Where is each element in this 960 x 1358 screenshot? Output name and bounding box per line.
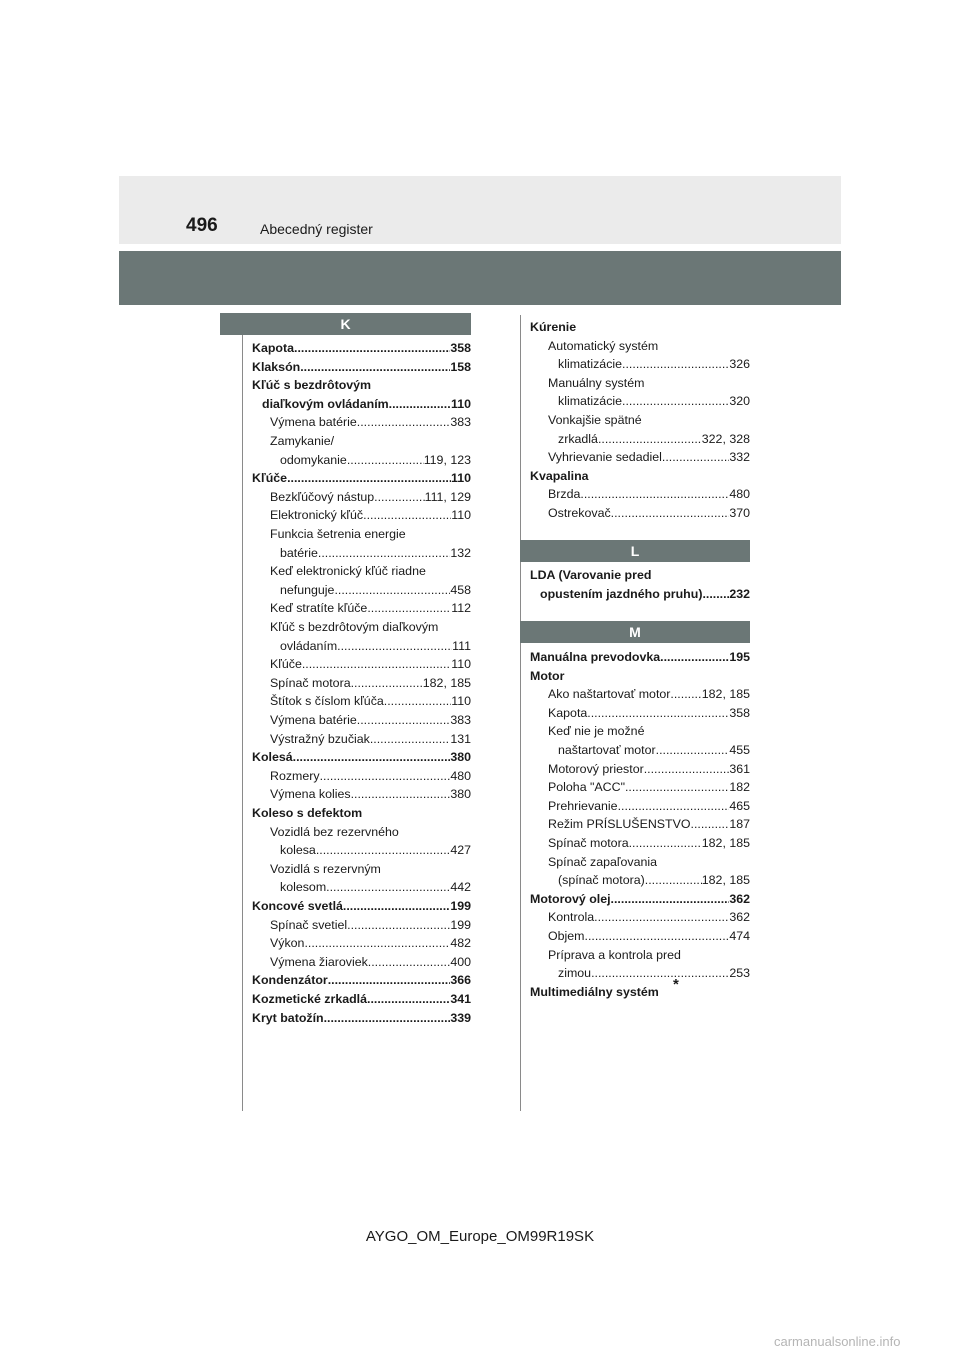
entry-text: Kontrola: [548, 910, 595, 925]
leader-dots: [587, 704, 729, 723]
entry-text: naštartovať motor: [558, 743, 656, 757]
page-reference: 362: [729, 910, 750, 925]
page-reference: 110: [451, 657, 471, 672]
index-subentry: [270, 488, 471, 507]
page-reference: 182, 185: [701, 836, 750, 850]
page-reference: 111, 129: [424, 489, 471, 504]
page-reference: 326: [729, 357, 750, 372]
leader-dots: [363, 506, 451, 525]
leader-dots: [300, 358, 450, 377]
index-subentry: [558, 964, 750, 983]
leader-dots: [622, 392, 729, 411]
entry-text: zrkadlá: [558, 431, 598, 446]
entry-text: Rozmery: [270, 768, 320, 783]
index-subentry: [280, 544, 471, 563]
leader-dots: [357, 711, 451, 730]
asterisk-icon: *: [673, 975, 679, 993]
entry-text: Spínač zapaľovania: [548, 854, 658, 869]
index-entry: [252, 339, 471, 358]
entry-text: Spínač svetiel: [270, 917, 348, 932]
page-reference: 158: [450, 359, 471, 374]
leader-dots: [644, 760, 730, 779]
entry-text: LDA (Varovanie pred: [530, 568, 652, 582]
page-reference: 132: [450, 545, 471, 560]
leader-dots: [294, 339, 450, 358]
entry-text: Poloha "ACC": [548, 780, 625, 795]
index-subentry: [548, 834, 750, 853]
leader-dots: [316, 841, 450, 860]
entry-text: Ostrekovač: [548, 506, 611, 520]
page-reference: 455: [729, 743, 750, 757]
entry-text: Výmena kolies: [270, 787, 351, 802]
index-subentry: [280, 841, 471, 860]
index-subentry: [548, 704, 750, 723]
page-reference: 320: [729, 394, 750, 409]
entry-text: Spínač motora: [270, 675, 351, 690]
index-entry: [252, 376, 471, 395]
entry-text: Keď nie je možné: [548, 724, 645, 739]
leader-dots: [374, 488, 424, 507]
index-entry: [530, 566, 750, 585]
entry-text: Spínač motora: [548, 836, 629, 850]
entry-text: kolesa: [280, 843, 316, 858]
leader-dots: [347, 451, 424, 470]
section-letter-m: M: [520, 621, 750, 643]
center-column-divider: [520, 315, 521, 1111]
entry-text: Režim PRÍSLUŠENSTVO: [548, 817, 691, 832]
entry-text: klimatizácie: [558, 394, 623, 409]
leader-dots: [367, 599, 451, 618]
index-subentry: [280, 637, 471, 656]
index-entry: [530, 318, 750, 337]
entry-text: Kapota: [548, 705, 588, 720]
entry-text: Výkon: [270, 936, 305, 951]
section-band: [119, 251, 841, 305]
leader-dots: [691, 815, 730, 834]
entry-text: odomykanie: [280, 452, 347, 467]
page-reference: 480: [729, 487, 750, 502]
leader-dots: [334, 581, 450, 600]
index-subentry: [558, 741, 750, 760]
entry-text: Bezkľúčový nástup: [270, 489, 375, 504]
index-subentry: [548, 685, 750, 704]
page-reference: 322, 328: [701, 431, 750, 446]
page-reference: 474: [729, 929, 750, 943]
index-subentry: [270, 413, 471, 432]
entry-text: Zamykanie/: [270, 434, 335, 448]
entry-text: zimou: [558, 966, 592, 981]
page-reference: 380: [450, 750, 471, 765]
page-reference: 358: [729, 705, 750, 720]
index-entry: [530, 890, 750, 909]
leader-dots: [389, 395, 451, 414]
index-subentry: [270, 432, 471, 451]
entry-text: Objem: [548, 929, 585, 943]
page-reference: 366: [450, 973, 471, 988]
entry-text: Koncové svetlá: [252, 899, 343, 913]
index-subentry: [548, 908, 750, 927]
index-subentry: [548, 853, 750, 872]
index-subentry: [270, 730, 471, 749]
leader-dots: [326, 878, 450, 897]
entry-text: Keď stratíte kľúče: [270, 601, 368, 616]
leader-dots: [645, 871, 702, 890]
index-entry: [252, 358, 471, 377]
index-subentry: [548, 722, 750, 741]
leader-dots: [660, 648, 729, 667]
page-reference: 112: [451, 601, 471, 616]
leader-dots: [656, 741, 730, 760]
watermark: carmanualsonline.info: [774, 1334, 901, 1349]
section-letter-l: L: [520, 540, 750, 562]
index-subentry: [558, 355, 750, 374]
leader-dots: [622, 355, 729, 374]
page-reference: 110: [451, 508, 471, 523]
entry-text: Vozidlá s rezervným: [270, 861, 381, 876]
leader-dots: [324, 1009, 451, 1028]
page-reference: 111: [452, 638, 471, 653]
index-entry: [252, 897, 471, 916]
page-reference: 380: [450, 787, 471, 802]
index-subentry: [558, 430, 750, 449]
index-entry: [252, 804, 471, 823]
page-reference: 187: [729, 817, 750, 832]
leader-dots: [287, 469, 451, 488]
entry-text: Funkcia šetrenia energie: [270, 527, 406, 541]
page-reference: 110: [451, 471, 471, 486]
entry-text: Motorový olej: [530, 891, 611, 906]
leader-dots: [302, 655, 451, 674]
page-reference: 341: [450, 992, 471, 1006]
page-reference: 182, 185: [422, 675, 471, 690]
entry-text: Elektronický kľúč: [270, 508, 364, 523]
index-entry: [252, 748, 471, 767]
index-subentry: [270, 916, 471, 935]
page-reference: 442: [450, 880, 471, 895]
leader-dots: [598, 430, 702, 449]
leader-dots: [293, 748, 451, 767]
page-reference: 199: [450, 899, 471, 913]
leader-dots: [629, 834, 702, 853]
entry-text: Kľúč s bezdrôtovým: [252, 378, 372, 393]
entry-text: Kľúče: [252, 471, 288, 486]
index-subentry: [548, 374, 750, 393]
leader-dots: [370, 730, 450, 749]
page-reference: 182, 185: [701, 687, 750, 702]
index-subentry: [548, 411, 750, 430]
left-column-divider: [242, 335, 243, 1111]
page-reference: 253: [729, 966, 750, 981]
leader-dots: [594, 908, 729, 927]
index-subentry: [270, 767, 471, 786]
index-subentry: [548, 797, 750, 816]
index-entry: [252, 1009, 471, 1028]
page-reference: 110: [451, 694, 471, 709]
index-entry: [540, 585, 750, 604]
index-subentry: [548, 760, 750, 779]
index-subentry: [270, 655, 471, 674]
entry-text: Manuálny systém: [548, 375, 645, 390]
entry-text: Kvapalina: [530, 468, 589, 483]
entry-text: ovládaním: [280, 638, 338, 653]
entry-text: Ako naštartovať motor: [548, 687, 671, 702]
entry-text: Štítok s číslom kľúča: [270, 694, 384, 709]
page-reference: 383: [450, 713, 471, 727]
index-subentry: [280, 451, 471, 470]
leader-dots: [625, 778, 729, 797]
leader-dots: [337, 637, 452, 656]
page-reference: 119, 123: [423, 452, 471, 467]
entry-text: Kľúče: [270, 657, 302, 672]
leader-dots: [351, 785, 451, 804]
page-number: 496: [186, 215, 218, 236]
index-subentry: [548, 337, 750, 356]
leader-dots: [618, 797, 730, 816]
page-reference: 182, 185: [701, 873, 750, 888]
leader-dots: [580, 485, 729, 504]
entry-text: Vonkajšie spätné: [548, 413, 642, 427]
index-entry: [530, 667, 750, 686]
index-entry: [530, 648, 750, 667]
entry-text: batérie: [280, 545, 318, 560]
index-subentry: [548, 504, 750, 523]
header-band: [119, 176, 841, 244]
index-subentry: [548, 778, 750, 797]
index-subentry: [270, 860, 471, 879]
index-subentry: [270, 674, 471, 693]
page-reference: 427: [450, 843, 471, 858]
page-reference: 358: [450, 341, 471, 355]
entry-text: Automatický systém: [548, 338, 659, 353]
leader-dots: [611, 504, 730, 523]
entry-text: Keď elektronický kľúč riadne: [270, 564, 426, 579]
page-reference: 339: [450, 1010, 471, 1025]
section-letter-k: K: [220, 313, 471, 335]
entry-text: Kozmetické zrkadlá: [252, 992, 368, 1006]
entry-text: Výstražný bzučiak: [270, 731, 370, 746]
leader-dots: [347, 916, 450, 935]
page-reference: 400: [450, 954, 471, 969]
leader-dots: [357, 413, 451, 432]
entry-text: Klaksón: [252, 359, 301, 374]
index-subentry: [280, 581, 471, 600]
entry-text: Brzda: [548, 487, 581, 502]
leader-dots: [320, 767, 451, 786]
page-reference: 232: [729, 586, 750, 601]
index-subentry: [548, 815, 750, 834]
entry-text: Prehrievanie: [548, 798, 618, 813]
index-entry: [252, 990, 471, 1009]
entry-text: diaľkovým ovládaním: [262, 396, 389, 411]
index-subentry: [548, 448, 750, 467]
leader-dots: [367, 990, 450, 1009]
leader-dots: [702, 585, 729, 604]
entry-text: Kúrenie: [530, 320, 577, 334]
entry-text: klimatizácie: [558, 357, 623, 372]
index-entry: [252, 469, 471, 488]
index-subentry: [548, 927, 750, 946]
index-subentry: [270, 953, 471, 972]
page-reference: 482: [450, 936, 471, 951]
leader-dots: [368, 953, 451, 972]
index-subentry: [270, 823, 471, 842]
leader-dots: [662, 448, 729, 467]
index-entry: [530, 467, 750, 486]
entry-text: Kondenzátor: [252, 973, 328, 988]
entry-text: Vyhrievanie sedadiel: [548, 450, 662, 465]
index-subentry: [270, 785, 471, 804]
index-subentry: [548, 946, 750, 965]
index-subentry: [270, 711, 471, 730]
entry-text: Vozidlá bez rezervného: [270, 824, 399, 839]
entry-text: Manuálna prevodovka: [530, 650, 661, 664]
page-reference: 199: [450, 917, 471, 932]
leader-dots: [611, 890, 730, 909]
leader-dots: [351, 674, 423, 693]
leader-dots: [670, 685, 701, 704]
leader-dots: [384, 692, 451, 711]
entry-text: Motor: [530, 668, 565, 683]
page-reference: 458: [450, 582, 471, 597]
index-subentry: [270, 562, 471, 581]
leader-dots: [343, 897, 450, 916]
page-reference: 110: [451, 396, 471, 411]
entry-text: Výmena žiaroviek: [270, 954, 368, 969]
entry-text: Motorový priestor: [548, 761, 644, 776]
page-reference: 383: [450, 415, 471, 430]
entry-text: Kapota: [252, 341, 294, 355]
index-entry: [252, 971, 471, 990]
leader-dots: [591, 964, 729, 983]
page-reference: 182: [729, 780, 750, 795]
page-reference: 131: [450, 731, 471, 746]
entry-text: Kľúč s bezdrôtovým diaľkovým: [270, 620, 439, 634]
entry-text: opustením jazdného pruhu): [540, 586, 703, 601]
index-subentry: [270, 506, 471, 525]
leader-dots: [318, 544, 450, 563]
entry-text: Kryt batožín: [252, 1010, 324, 1025]
entry-text: Príprava a kontrola pred: [548, 947, 681, 962]
entry-text: Multimediálny systém: [530, 984, 659, 999]
entry-text: Výmena batérie: [270, 415, 357, 430]
page-reference: 465: [729, 798, 750, 813]
index-subentry: [558, 392, 750, 411]
page-reference: 332: [729, 450, 750, 465]
index-subentry: [270, 692, 471, 711]
index-subentry: [270, 599, 471, 618]
entry-text: Kolesá: [252, 750, 293, 765]
page-reference: 361: [729, 761, 750, 776]
page-reference: 370: [729, 506, 750, 520]
index-subentry: [270, 525, 471, 544]
page-reference: 480: [450, 768, 471, 783]
entry-text: Výmena batérie: [270, 713, 357, 727]
index-subentry: [270, 934, 471, 953]
index-subentry: [558, 871, 750, 890]
index-subentry: [280, 878, 471, 897]
index-entry: [262, 395, 471, 414]
index-subentry: [270, 618, 471, 637]
index-entry: [530, 983, 750, 1002]
page-reference: 195: [729, 650, 750, 664]
page-reference: 362: [729, 891, 750, 906]
entry-text: kolesom: [280, 880, 327, 895]
index-subentry: [548, 485, 750, 504]
entry-text: (spínač motora): [558, 873, 645, 888]
entry-text: Koleso s defektom: [252, 806, 363, 820]
leader-dots: [585, 927, 730, 946]
footer-doc-id: AYGO_OM_Europe_OM99R19SK: [365, 1228, 595, 1245]
leader-dots: [328, 971, 451, 990]
page-title: Abecedný register: [260, 221, 373, 237]
leader-dots: [304, 934, 450, 953]
entry-text: nefunguje: [280, 582, 335, 597]
